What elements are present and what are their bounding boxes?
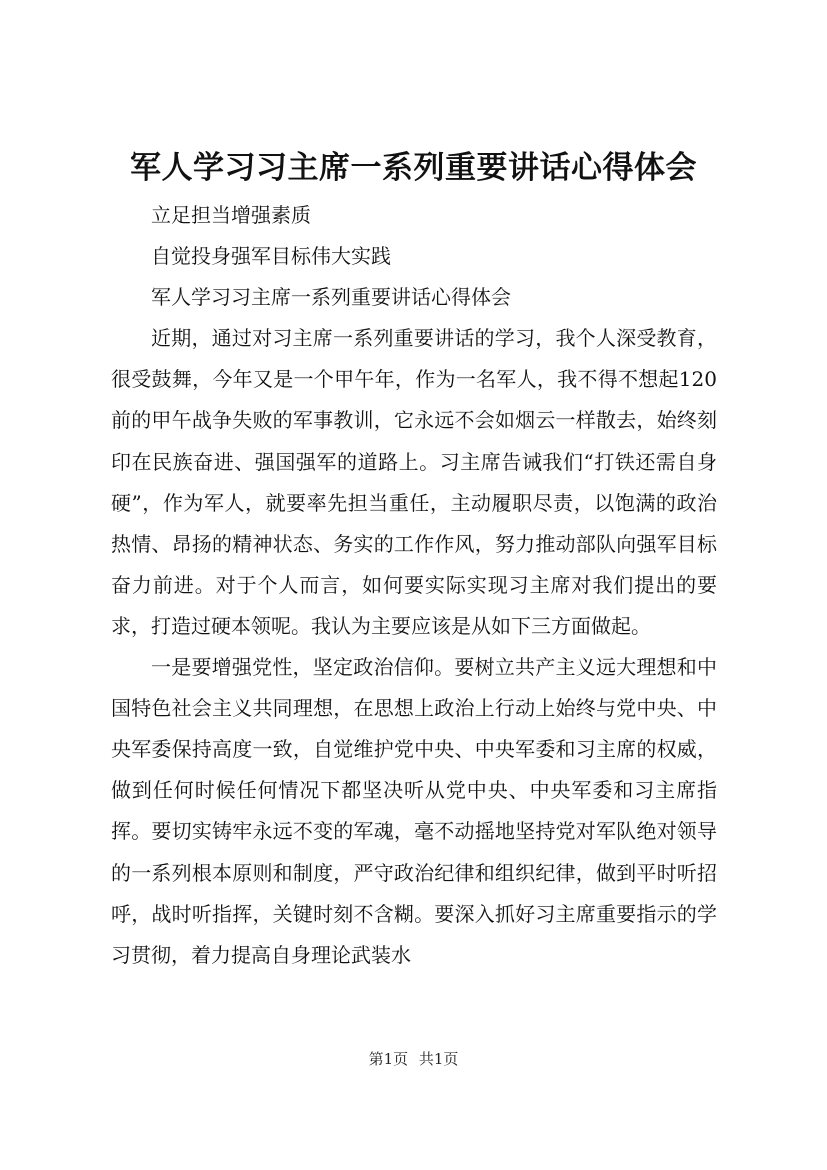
document-body [111,195,717,976]
page-number: 第1页 [368,1050,409,1068]
subtitle-line-2: 自觉投身强军目标伟大实践 [151,244,391,269]
subtitle-line-3: 军人学习习主席一系列重要讲话心得体会 [151,285,511,310]
body-paragraph-point-1: 一是要增强党性，坚定政治信仰。要树立共产主义远大理想和中国特色社会主义共同理想，在思想上政治上行动上始终与党中央、中央军委保持高度一致，自觉维护党中央、中央军委和习主席的权威，做到任何时候任何情况下都坚决听从党中央、中央军委和习主席指挥。要切实铸牢永远不变的军魂，毫不动摇地坚持党对军队绝对领导的一系列根本原则和制度，严守政治纪律和组织纪律，做到平时听招呼，战时听指挥，关键时刻不含糊。要深入抓好习主席重要指示的学习贯彻，着力提高自身理论武装水 [111,655,717,967]
page-total: 共1页 [418,1050,459,1068]
document-title: 军人学习习主席一系列重要讲话心得体会 [130,150,697,186]
subtitle-line-1: 立足担当增强素质 [151,203,311,227]
body-paragraph-intro: 近期，通过对习主席一系列重要讲话的学习，我个人深受教育，很受鼓舞，今年又是一个甲午年，作为一名军人，我不得不想起120前的甲午战争失败的军事教训，它永远不会如烟云一样散去，始终刻印在民族奋进、强国强军的道路上。习主席告诫我们“打铁还需自身硬”，作为军人，就要率先担当重任，主动履职尽责，以饱满的政治热情、昂扬的精神状态、务实的工作作风，努力推动部队向强军目标奋力前进。对于个人而言，如何要实际实现习主席对我们提出的要求，打造过硬本领呢。我认为主要应该是从如下三方面做起。 [111,326,717,638]
page-footer [0,1048,827,1070]
